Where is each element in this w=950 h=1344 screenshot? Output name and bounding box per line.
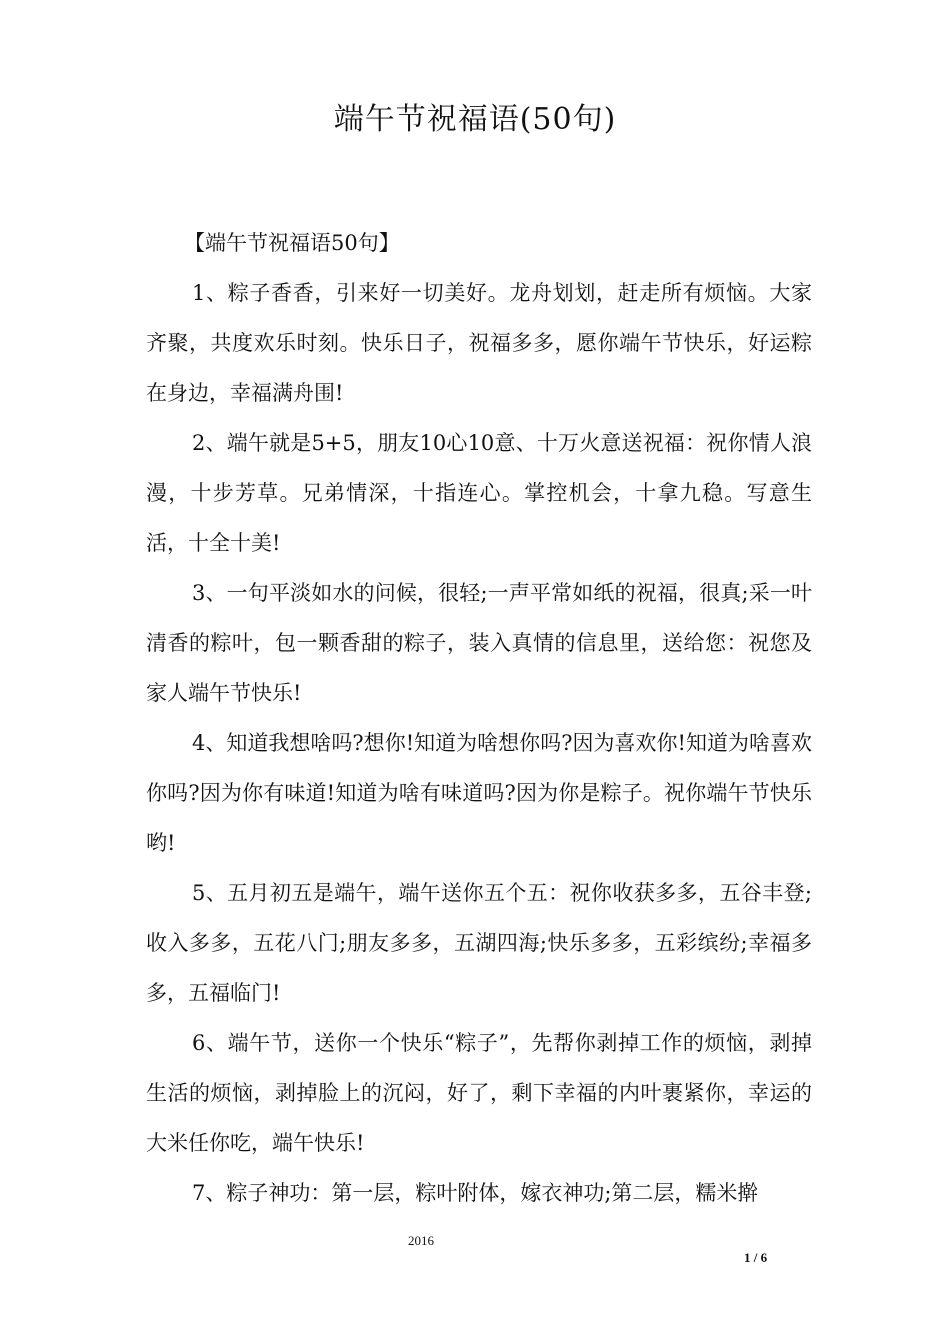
paragraph-3: 3、一句平淡如水的问候，很轻;一声平常如纸的祝福，很真;采一叶清香的粽叶，包一颗香甜的粽子，装入真情的信息里，送给您：祝您及家人端午节快乐!	[146, 581, 812, 705]
paragraph-6: 6、端午节，送你一个快乐“粽子”，先帮你剥掉工作的烦恼，剥掉生活的烦恼，剥掉脸上的沉闷，好了，剩下幸福的内叶裹紧你，幸运的大米任你吃，端午快乐!	[146, 1031, 812, 1155]
paragraph-5: 5、五月初五是端午，端午送你五个五：祝你收获多多，五谷丰登;收入多多，五花八门;朋友多多，五湖四海;快乐多多，五彩缤纷;幸福多多，五福临门!	[146, 881, 812, 1005]
paragraph-2: 2、端午就是5+5，朋友10心10意、十万火意送祝福：祝你情人浪漫，十步芳草。兄弟情深，十指连心。掌控机会，十拿九稳。写意生活，十全十美!	[146, 431, 812, 555]
paragraph-4: 4、知道我想啥吗?想你!知道为啥想你吗?因为喜欢你!知道为啥喜欢你吗?因为你有味道!知道为啥有味道吗?因为你是粽子。祝你端午节快乐哟!	[146, 731, 812, 855]
paragraph-1: 1、粽子香香，引来好一切美好。龙舟划划，赶走所有烦恼。大家齐聚，共度欢乐时刻。快乐日子，祝福多多，愿你端午节快乐，好运粽在身边，幸福满舟围!	[146, 281, 812, 405]
document-body	[146, 218, 812, 1218]
paragraph-7: 7、粽子神功：第一层，粽叶附体，嫁衣神功;第二层，糯米擀	[192, 1181, 759, 1205]
page-title: 端午节祝福语(50句)	[333, 102, 617, 137]
page-number: 1 / 6	[744, 1250, 768, 1265]
footer-year: 2016	[408, 1233, 434, 1248]
section-heading: 【端午节祝福语50句】	[184, 231, 400, 255]
